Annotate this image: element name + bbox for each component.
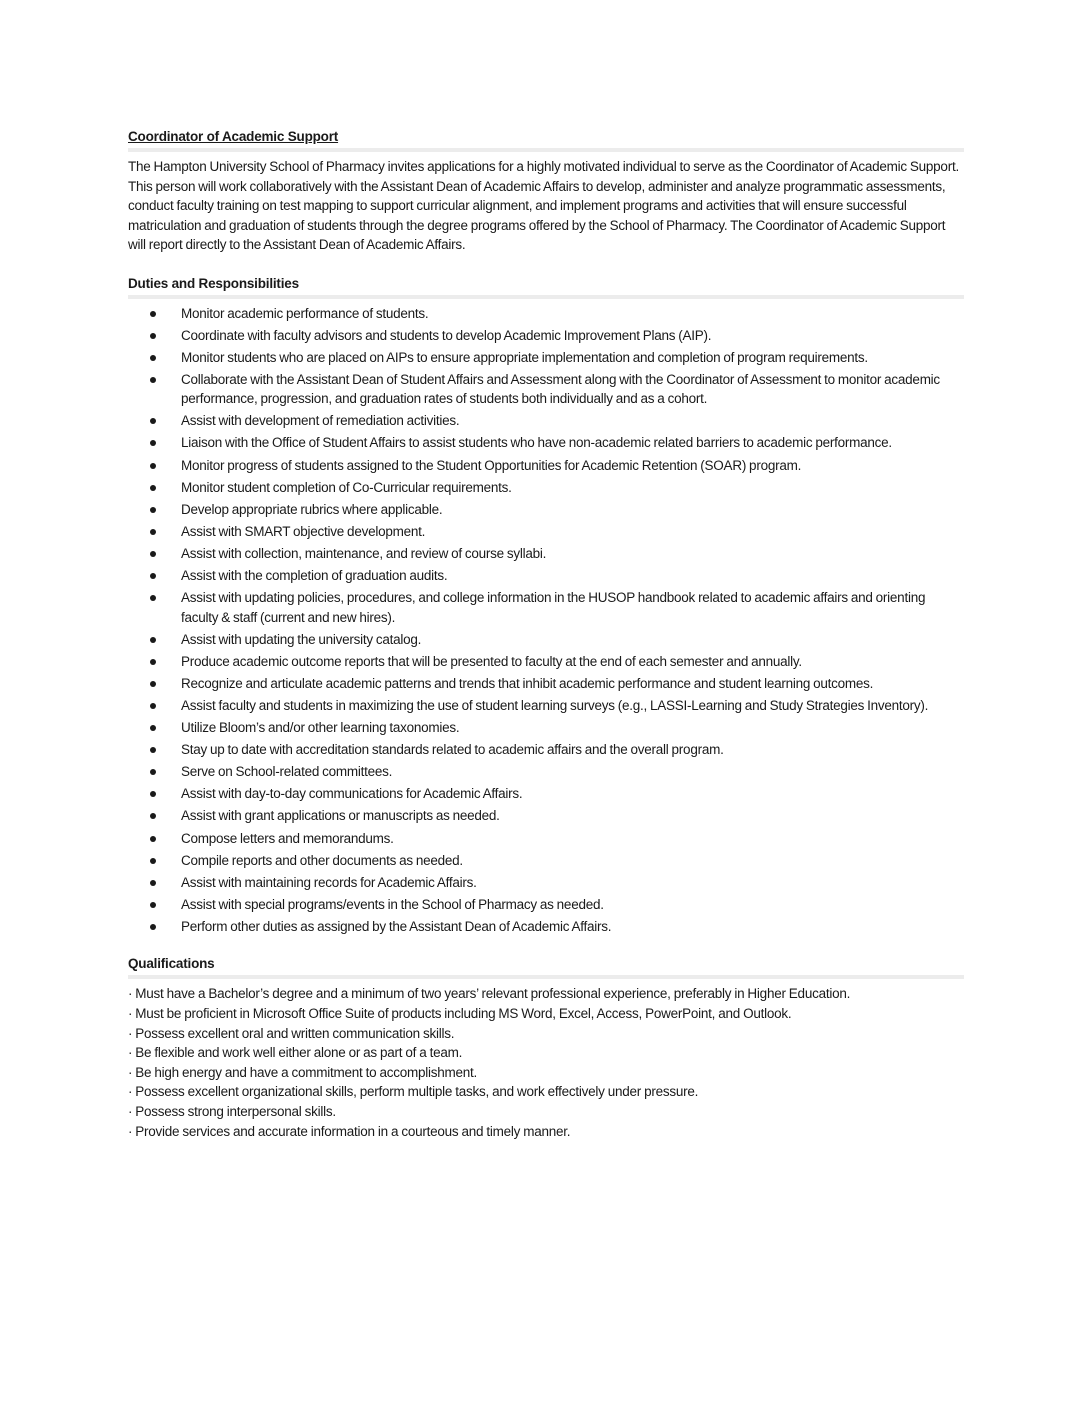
duty-item [128, 500, 964, 520]
document-title: Coordinator of Academic Support [128, 129, 339, 144]
middle-dot-icon: · [128, 1006, 133, 1022]
qualifications-section [128, 955, 964, 1141]
duty-text: Recognize and articulate academic patterns and trends that inhibit academic performance and student learning outcomes. [181, 675, 874, 691]
intro-paragraph: The Hampton University School of Pharmacy invites applications for a highly motivated individual to serve as the Coordinator of Academic Support. This person will work collaboratively with the Assistant Dean of Academic Affairs to develop, administer and analyze programmatic assessments, conduct faculty training on test mapping to support curricular alignment, and implement programs and activities that will ensure successful matriculation and graduation of students through the degree programs offered by the School of Pharmacy. The Coordinator of Academic Support will report directly to the Assistant Dean of Academic Affairs. [128, 159, 959, 252]
middle-dot-icon: · [128, 1084, 133, 1100]
duties-list [128, 304, 964, 937]
duty-text: Stay up to date with accreditation standards related to academic affairs and the overall program. [181, 742, 724, 758]
bullet-icon [150, 573, 156, 579]
duty-item [128, 348, 964, 368]
qualification-text: Possess excellent oral and written communication skills. [135, 1025, 455, 1041]
duty-text: Assist with the completion of graduation audits. [181, 568, 448, 584]
duty-text: Assist with development of remediation activities. [181, 413, 460, 429]
bullet-icon [150, 418, 156, 424]
bullet-icon [150, 637, 156, 643]
qualification-item [128, 1004, 964, 1024]
qualification-item [128, 1102, 964, 1122]
bullet-icon [150, 902, 156, 908]
qualification-text: Must be proficient in Microsoft Office Suite of products including MS Word, Excel, Access, PowerPoint, and Outlook. [135, 1006, 792, 1022]
bullet-icon [150, 836, 156, 842]
duty-text: Assist with collection, maintenance, and review of course syllabi. [181, 545, 547, 561]
middle-dot-icon: · [128, 1123, 133, 1139]
duty-text: Monitor academic performance of students. [181, 305, 429, 321]
middle-dot-icon: · [128, 986, 133, 1002]
qualification-item [128, 1024, 964, 1044]
bullet-icon [150, 551, 156, 557]
qualification-text: Be flexible and work well either alone or as part of a team. [135, 1045, 463, 1061]
duty-item [128, 456, 964, 476]
bullet-icon [150, 747, 156, 753]
duty-text: Assist with day-to-day communications for Academic Affairs. [181, 786, 523, 802]
bullet-icon [150, 507, 156, 513]
document-page [128, 128, 964, 1141]
duty-item [128, 674, 964, 694]
bullet-icon [150, 485, 156, 491]
duty-text: Assist faculty and students in maximizing the use of student learning surveys (e.g., LASSI-Learning and Study Strategies Inventory). [181, 698, 929, 713]
bullet-icon [150, 595, 156, 601]
duty-text: Assist with special programs/events in the School of Pharmacy as needed. [181, 896, 604, 912]
duty-text: Monitor students who are placed on AIPs to ensure appropriate implementation and completion of program requirements. [181, 349, 868, 365]
duty-item [128, 588, 964, 627]
qualifications-divider [128, 975, 964, 979]
qualification-text: Possess strong interpersonal skills. [135, 1104, 336, 1119]
duty-text: Assist with maintaining records for Academic Affairs. [181, 874, 477, 890]
duty-text: Collaborate with the Assistant Dean of Student Affairs and Assessment along with the Coordinator of Assessment to monitor academic performance, progression, and graduation rates of students both individually and as a cohort. [181, 371, 940, 407]
duty-item [128, 895, 964, 915]
duty-item [128, 806, 964, 826]
qualifications-heading: Qualifications [128, 956, 215, 972]
duty-item [128, 566, 964, 586]
bullet-icon [150, 813, 156, 819]
duty-item [128, 630, 964, 650]
qualification-item [128, 1063, 964, 1083]
duty-text: Liaison with the Office of Student Affairs to assist students who have non-academic related barriers to academic performance. [181, 435, 892, 451]
duty-text: Assist with updating policies, procedures, and college information in the HUSOP handbook related to academic affairs and orienting faculty & staff (current and new hires). [181, 590, 926, 625]
duty-item [128, 304, 964, 324]
middle-dot-icon: · [128, 1064, 133, 1080]
duty-item [128, 873, 964, 893]
duty-item [128, 917, 964, 937]
duty-text: Produce academic outcome reports that will be presented to faculty at the end of each semester and annually. [181, 653, 802, 669]
duty-item [128, 433, 964, 453]
bullet-icon [150, 725, 156, 731]
bullet-icon [150, 311, 156, 317]
qualification-text: Provide services and accurate information in a courteous and timely manner. [135, 1123, 571, 1139]
middle-dot-icon: · [128, 1104, 133, 1119]
duty-item [128, 718, 964, 738]
bullet-icon [150, 440, 156, 446]
duty-text: Perform other duties as assigned by the Assistant Dean of Academic Affairs. [181, 918, 612, 934]
duty-item [128, 370, 964, 409]
duty-item [128, 740, 964, 760]
duty-text: Develop appropriate rubrics where applicable. [181, 501, 443, 517]
duty-item [128, 851, 964, 871]
qualification-item [128, 1122, 964, 1142]
bullet-icon [150, 924, 156, 930]
duty-item [128, 478, 964, 498]
qualification-item [128, 984, 964, 1004]
duty-item [128, 544, 964, 564]
duty-item [128, 784, 964, 804]
duty-text: Assist with SMART objective development. [181, 523, 426, 539]
qualifications-list [128, 984, 964, 1141]
duties-divider [128, 295, 964, 299]
middle-dot-icon: · [128, 1025, 133, 1041]
bullet-icon [150, 703, 156, 709]
bullet-icon [150, 377, 156, 383]
bullet-icon [150, 769, 156, 775]
bullet-icon [150, 529, 156, 535]
qualification-item [128, 1082, 964, 1102]
duty-item [128, 829, 964, 849]
bullet-icon [150, 681, 156, 687]
duty-item [128, 762, 964, 782]
duty-text: Monitor progress of students assigned to the Student Opportunities for Academic Retention (SOAR) program. [181, 457, 802, 473]
bullet-icon [150, 355, 156, 361]
title-divider [128, 148, 964, 152]
bullet-icon [150, 791, 156, 797]
duty-text: Serve on School-related committees. [181, 764, 393, 780]
duty-text: Monitor student completion of Co-Curricular requirements. [181, 479, 512, 495]
duty-text: Compile reports and other documents as needed. [181, 852, 463, 868]
duty-item [128, 696, 964, 716]
qualification-text: Possess excellent organizational skills, perform multiple tasks, and work effectively under pressure. [135, 1084, 699, 1100]
bullet-icon [150, 858, 156, 864]
duty-text: Utilize Bloom’s and/or other learning taxonomies. [181, 720, 460, 736]
qualification-item [128, 1043, 964, 1063]
bullet-icon [150, 659, 156, 665]
duties-section [128, 275, 964, 937]
duty-item [128, 522, 964, 542]
middle-dot-icon: · [128, 1045, 133, 1061]
duty-text: Assist with grant applications or manuscripts as needed. [181, 808, 500, 824]
duty-text: Coordinate with faculty advisors and students to develop Academic Improvement Plans (AIP). [181, 327, 712, 343]
duty-item [128, 326, 964, 346]
duty-text: Assist with updating the university catalog. [181, 631, 422, 647]
duty-text: Compose letters and memorandums. [181, 830, 394, 846]
bullet-icon [150, 463, 156, 469]
bullet-icon [150, 333, 156, 339]
duties-heading: Duties and Responsibilities [128, 275, 299, 291]
qualification-text: Be high energy and have a commitment to accomplishment. [135, 1064, 477, 1080]
bullet-icon [150, 880, 156, 886]
duty-item [128, 411, 964, 431]
qualification-text: Must have a Bachelor’s degree and a minimum of two years’ relevant professional experience, preferably in Higher Education. [135, 986, 851, 1002]
duty-item [128, 652, 964, 672]
